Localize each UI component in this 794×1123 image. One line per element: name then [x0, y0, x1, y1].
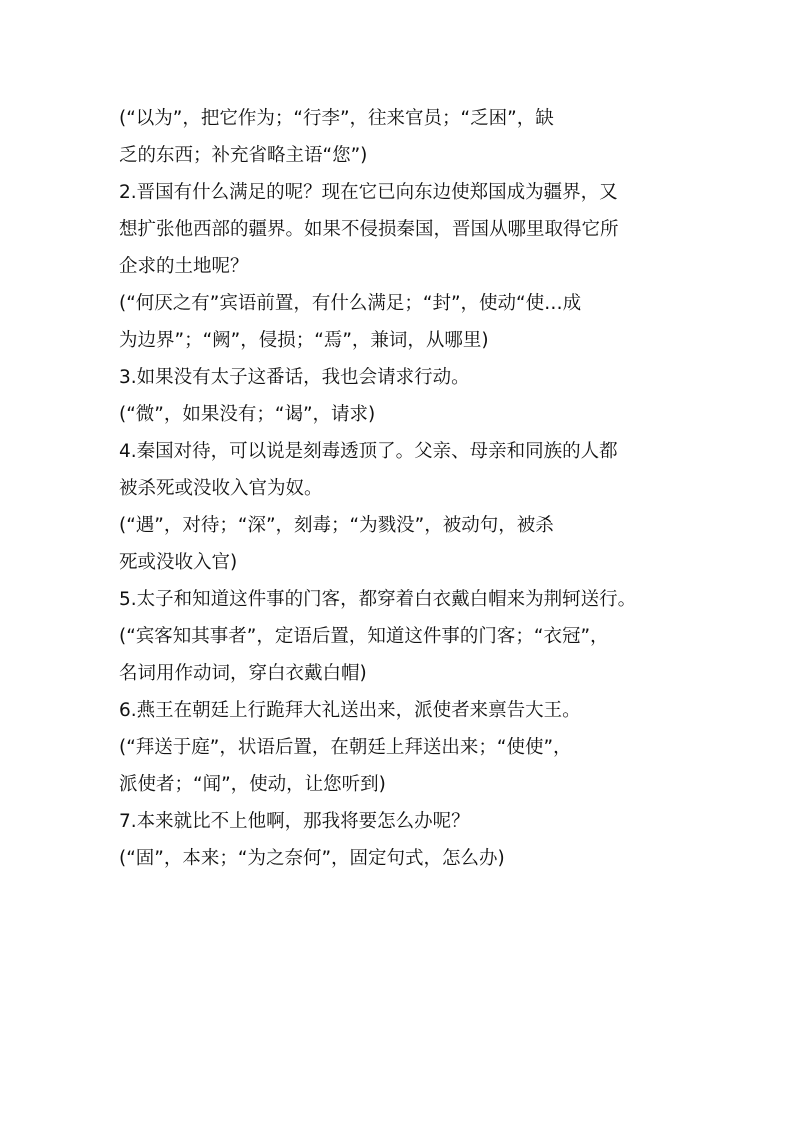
text-line: 5.太子和知道这件事的门客，都穿着白衣戴白帽来为荆轲送行。 [119, 589, 637, 610]
text-line: 想扩张他西部的疆界。如果不侵损秦国，晋国从哪里取得它所 [119, 219, 619, 240]
text-line: 乏的东西；补充省略主语“您”) [119, 145, 368, 166]
text-line: 2.晋国有什么满足的呢？现在它已向东边使郑国成为疆界，又 [119, 182, 618, 203]
text-line: 7.本来就比不上他啊，那我将要怎么办呢？ [119, 811, 470, 832]
document-body [119, 100, 699, 877]
text-line: (“微”，如果没有；“谒”，请求) [119, 404, 376, 425]
text-line: 3.如果没有太子这番话，我也会请求行动。 [119, 367, 470, 388]
text-line: (“以为”，把它作为；“行李”，往来官员；“乏困”，缺 [119, 108, 554, 129]
text-line: 企求的土地呢？ [119, 256, 249, 277]
text-line: 被杀死或没收入官为奴。 [119, 478, 323, 499]
text-line: 派使者；“闻”，使动，让您听到) [119, 774, 386, 795]
text-line: (“拜送于庭”，状语后置，在朝廷上拜送出来；“使使”， [119, 737, 572, 758]
text-line: 死或没收入官) [119, 552, 238, 573]
text-line: 为边界”；“阙”，侵损；“焉”，兼词，从哪里) [119, 330, 489, 351]
text-line: 名词用作动词，穿白衣戴白帽) [119, 663, 367, 684]
text-line: (“宾客知其事者”，定语后置，知道这件事的门客；“衣冠”， [119, 626, 609, 647]
text-line: 4.秦国对待，可以说是刻毒透顶了。父亲、母亲和同族的人都 [119, 441, 618, 462]
text-line: (“固”，本来；“为之奈何”，固定句式，怎么办) [119, 848, 505, 869]
text-line: 6.燕王在朝廷上行跪拜大礼送出来，派使者来禀告大王。 [119, 700, 581, 721]
text-line: (“遇”，对待；“深”，刻毒；“为戮没”，被动句，被杀 [119, 515, 554, 536]
text-line: (“何厌之有”宾语前置，有什么满足；“封”，使动“使…成 [119, 293, 582, 314]
